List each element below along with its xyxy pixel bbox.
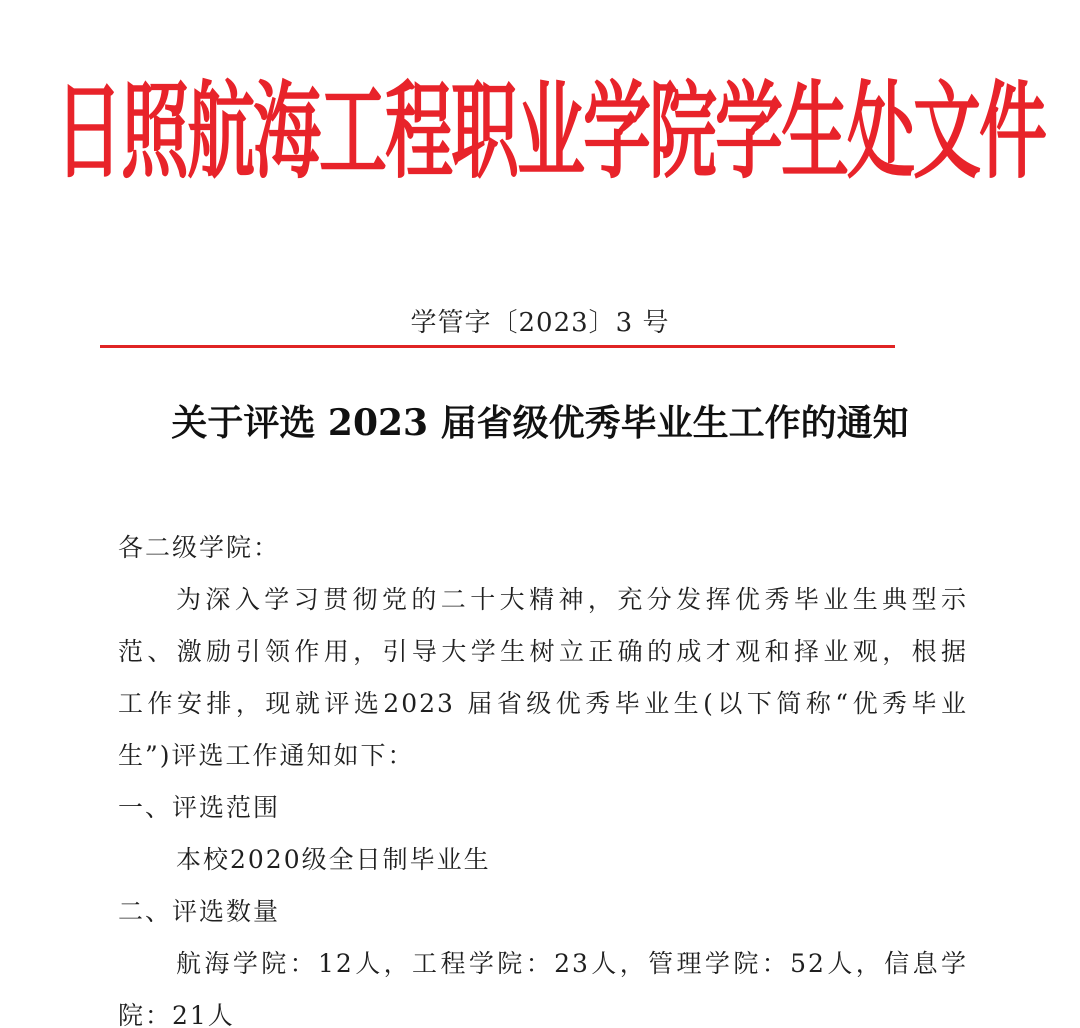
- masthead-title: 日照航海工程职业学院学生处文件: [55, 71, 1046, 194]
- intro-line-3: 工作安排，现就评选2023 届省级优秀毕业生(以下简称“优秀毕业: [118, 689, 968, 718]
- section-1-content: 本校2020级全日制毕业生: [176, 845, 491, 874]
- notice-body: [118, 522, 968, 1028]
- document-number: 学管字〔2023〕3 号: [410, 308, 670, 338]
- intro-line-1: 为深入学习贯彻党的二十大精神，充分发挥优秀毕业生典型示: [176, 585, 968, 614]
- intro-line-2: 范、激励引领作用，引导大学生树立正确的成才观和择业观，根据: [118, 637, 968, 666]
- salutation: 各二级学院：: [118, 533, 281, 562]
- section-2-content-line-1: 航海学院：12人，工程学院：23人，管理学院：52人，信息学: [176, 949, 968, 978]
- section-1-heading: 一、评选范围: [118, 793, 281, 822]
- red-divider-line: [100, 345, 895, 348]
- notice-title: 关于评选 2023 届省级优秀毕业生工作的通知: [171, 402, 909, 444]
- intro-line-4: 生”)评选工作通知如下：: [118, 741, 415, 770]
- section-2-content-line-2: 院：21人: [118, 1001, 235, 1028]
- section-2-heading: 二、评选数量: [118, 897, 281, 926]
